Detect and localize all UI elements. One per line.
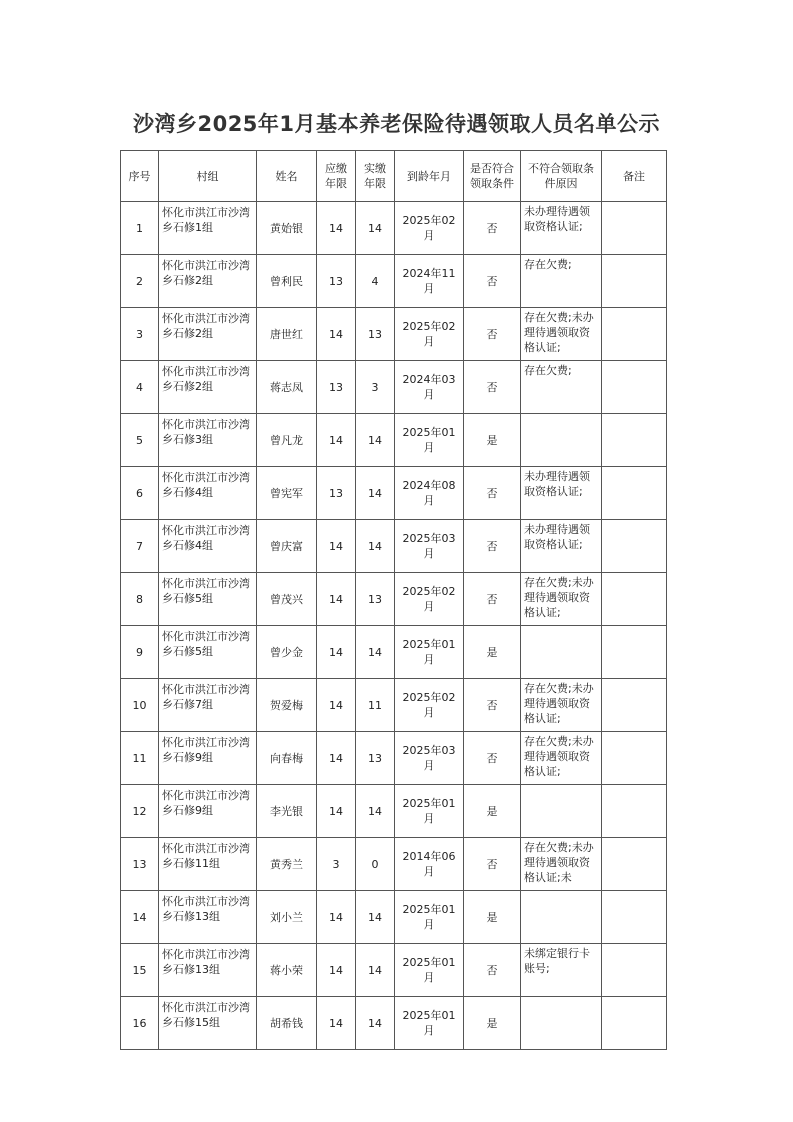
cell-village: 怀化市洪江市沙湾乡石修2组 — [159, 361, 257, 414]
cell-name: 曾宪军 — [257, 467, 317, 520]
cell-age-month: 2025年01月 — [395, 944, 464, 997]
cell-paid-years: 14 — [356, 626, 395, 679]
cell-eligible: 否 — [464, 679, 521, 732]
cell-age-month: 2014年06月 — [395, 838, 464, 891]
cell-name: 向春梅 — [257, 732, 317, 785]
cell-seq: 4 — [121, 361, 159, 414]
cell-village: 怀化市洪江市沙湾乡石修4组 — [159, 467, 257, 520]
cell-due-years: 14 — [317, 785, 356, 838]
cell-eligible: 否 — [464, 202, 521, 255]
cell-name: 曾凡龙 — [257, 414, 317, 467]
cell-remark — [602, 255, 667, 308]
cell-age-month: 2024年03月 — [395, 361, 464, 414]
header-reason: 不符合领取条件原因 — [521, 151, 602, 202]
cell-age-month: 2025年01月 — [395, 785, 464, 838]
table-row — [121, 361, 667, 414]
cell-due-years: 14 — [317, 520, 356, 573]
cell-name: 胡希钱 — [257, 997, 317, 1050]
cell-reason — [521, 997, 602, 1050]
cell-seq: 2 — [121, 255, 159, 308]
header-village: 村组 — [159, 151, 257, 202]
cell-due-years: 14 — [317, 202, 356, 255]
cell-village: 怀化市洪江市沙湾乡石修11组 — [159, 838, 257, 891]
cell-reason-text: 未绑定银行卡账号; — [524, 947, 590, 975]
cell-name: 黄秀兰 — [257, 838, 317, 891]
cell-reason-text: 存在欠费; — [524, 364, 572, 377]
table-row — [121, 838, 667, 891]
table-row — [121, 944, 667, 997]
cell-reason-text: 未办理待遇领取资格认证; — [524, 470, 590, 498]
cell-village: 怀化市洪江市沙湾乡石修2组 — [159, 308, 257, 361]
cell-reason — [521, 361, 602, 414]
cell-remark — [602, 308, 667, 361]
cell-paid-years: 14 — [356, 785, 395, 838]
table-row — [121, 679, 667, 732]
cell-seq: 6 — [121, 467, 159, 520]
cell-eligible: 是 — [464, 997, 521, 1050]
cell-village: 怀化市洪江市沙湾乡石修13组 — [159, 944, 257, 997]
cell-eligible: 是 — [464, 414, 521, 467]
header-age-month: 到龄年月 — [395, 151, 464, 202]
cell-age-month: 2025年02月 — [395, 308, 464, 361]
cell-name: 曾茂兴 — [257, 573, 317, 626]
cell-remark — [602, 520, 667, 573]
cell-due-years: 14 — [317, 997, 356, 1050]
cell-reason — [521, 414, 602, 467]
table-row — [121, 520, 667, 573]
cell-paid-years: 0 — [356, 838, 395, 891]
cell-remark — [602, 626, 667, 679]
cell-seq: 5 — [121, 414, 159, 467]
cell-eligible: 否 — [464, 573, 521, 626]
cell-age-month: 2025年01月 — [395, 414, 464, 467]
cell-village: 怀化市洪江市沙湾乡石修1组 — [159, 202, 257, 255]
cell-reason — [521, 891, 602, 944]
cell-age-month: 2024年11月 — [395, 255, 464, 308]
cell-reason — [521, 202, 602, 255]
cell-name: 刘小兰 — [257, 891, 317, 944]
cell-reason-text: 存在欠费;未办理待遇领取资格认证; — [524, 735, 594, 778]
cell-paid-years: 11 — [356, 679, 395, 732]
cell-reason-text: 存在欠费;未办理待遇领取资格认证;未 — [524, 841, 594, 884]
cell-remark — [602, 732, 667, 785]
cell-eligible: 否 — [464, 255, 521, 308]
cell-name: 蒋小荣 — [257, 944, 317, 997]
cell-eligible: 是 — [464, 785, 521, 838]
cell-age-month: 2025年01月 — [395, 891, 464, 944]
table-row — [121, 308, 667, 361]
cell-age-month: 2025年02月 — [395, 679, 464, 732]
cell-seq: 16 — [121, 997, 159, 1050]
cell-name: 唐世红 — [257, 308, 317, 361]
cell-due-years: 14 — [317, 414, 356, 467]
cell-due-years: 14 — [317, 626, 356, 679]
cell-remark — [602, 785, 667, 838]
cell-paid-years: 13 — [356, 308, 395, 361]
cell-paid-years: 14 — [356, 467, 395, 520]
cell-seq: 8 — [121, 573, 159, 626]
cell-reason — [521, 679, 602, 732]
cell-seq: 13 — [121, 838, 159, 891]
cell-seq: 3 — [121, 308, 159, 361]
cell-reason-text: 未办理待遇领取资格认证; — [524, 523, 590, 551]
cell-reason — [521, 785, 602, 838]
cell-village: 怀化市洪江市沙湾乡石修5组 — [159, 573, 257, 626]
header-paid-years: 实缴年限 — [356, 151, 395, 202]
table-row — [121, 414, 667, 467]
cell-reason — [521, 626, 602, 679]
cell-reason — [521, 308, 602, 361]
cell-reason-text: 存在欠费; — [524, 258, 572, 271]
cell-eligible: 否 — [464, 467, 521, 520]
cell-reason — [521, 467, 602, 520]
cell-paid-years: 14 — [356, 997, 395, 1050]
cell-village: 怀化市洪江市沙湾乡石修4组 — [159, 520, 257, 573]
cell-age-month: 2025年03月 — [395, 520, 464, 573]
cell-name: 曾庆富 — [257, 520, 317, 573]
cell-reason — [521, 944, 602, 997]
table-row — [121, 785, 667, 838]
cell-remark — [602, 679, 667, 732]
cell-remark — [602, 573, 667, 626]
cell-village: 怀化市洪江市沙湾乡石修5组 — [159, 626, 257, 679]
cell-age-month: 2025年02月 — [395, 202, 464, 255]
cell-eligible: 否 — [464, 838, 521, 891]
cell-due-years: 14 — [317, 732, 356, 785]
cell-eligible: 否 — [464, 308, 521, 361]
table-row — [121, 891, 667, 944]
cell-remark — [602, 891, 667, 944]
header-row — [121, 151, 667, 202]
cell-eligible: 否 — [464, 361, 521, 414]
cell-paid-years: 3 — [356, 361, 395, 414]
cell-eligible: 否 — [464, 944, 521, 997]
cell-due-years: 3 — [317, 838, 356, 891]
table-row — [121, 626, 667, 679]
cell-eligible: 否 — [464, 732, 521, 785]
cell-remark — [602, 838, 667, 891]
cell-name: 贺爱梅 — [257, 679, 317, 732]
cell-age-month: 2025年01月 — [395, 997, 464, 1050]
cell-due-years: 14 — [317, 944, 356, 997]
cell-village: 怀化市洪江市沙湾乡石修3组 — [159, 414, 257, 467]
cell-reason — [521, 255, 602, 308]
cell-age-month: 2025年01月 — [395, 626, 464, 679]
cell-remark — [602, 944, 667, 997]
cell-name: 蒋志凤 — [257, 361, 317, 414]
cell-reason — [521, 520, 602, 573]
table-row — [121, 997, 667, 1050]
cell-name: 曾利民 — [257, 255, 317, 308]
header-eligible: 是否符合领取条件 — [464, 151, 521, 202]
cell-remark — [602, 414, 667, 467]
page-title: 沙湾乡2025年1月基本养老保险待遇领取人员名单公示 — [132, 112, 661, 136]
cell-due-years: 14 — [317, 308, 356, 361]
cell-reason — [521, 838, 602, 891]
header-seq: 序号 — [121, 151, 159, 202]
header-name: 姓名 — [257, 151, 317, 202]
table-row — [121, 255, 667, 308]
cell-due-years: 13 — [317, 361, 356, 414]
cell-seq: 12 — [121, 785, 159, 838]
cell-due-years: 13 — [317, 467, 356, 520]
cell-reason — [521, 573, 602, 626]
cell-remark — [602, 997, 667, 1050]
cell-seq: 15 — [121, 944, 159, 997]
cell-seq: 9 — [121, 626, 159, 679]
pension-roster-table — [120, 150, 667, 1050]
cell-eligible: 是 — [464, 626, 521, 679]
cell-village: 怀化市洪江市沙湾乡石修2组 — [159, 255, 257, 308]
cell-age-month: 2024年08月 — [395, 467, 464, 520]
table-row — [121, 732, 667, 785]
cell-paid-years: 14 — [356, 891, 395, 944]
cell-seq: 14 — [121, 891, 159, 944]
cell-paid-years: 13 — [356, 732, 395, 785]
cell-name: 曾少金 — [257, 626, 317, 679]
cell-village: 怀化市洪江市沙湾乡石修7组 — [159, 679, 257, 732]
cell-village: 怀化市洪江市沙湾乡石修13组 — [159, 891, 257, 944]
cell-reason-text: 存在欠费;未办理待遇领取资格认证; — [524, 311, 594, 354]
cell-reason — [521, 732, 602, 785]
cell-reason-text: 未办理待遇领取资格认证; — [524, 205, 590, 233]
cell-paid-years: 14 — [356, 414, 395, 467]
cell-due-years: 14 — [317, 573, 356, 626]
cell-paid-years: 13 — [356, 573, 395, 626]
cell-name: 李光银 — [257, 785, 317, 838]
cell-age-month: 2025年02月 — [395, 573, 464, 626]
header-remark: 备注 — [602, 151, 667, 202]
cell-paid-years: 4 — [356, 255, 395, 308]
table-row — [121, 573, 667, 626]
cell-reason-text: 存在欠费;未办理待遇领取资格认证; — [524, 576, 594, 619]
cell-seq: 1 — [121, 202, 159, 255]
cell-due-years: 13 — [317, 255, 356, 308]
header-due-years: 应缴年限 — [317, 151, 356, 202]
cell-paid-years: 14 — [356, 944, 395, 997]
cell-remark — [602, 202, 667, 255]
table-row — [121, 202, 667, 255]
cell-village: 怀化市洪江市沙湾乡石修9组 — [159, 785, 257, 838]
cell-due-years: 14 — [317, 679, 356, 732]
cell-age-month: 2025年03月 — [395, 732, 464, 785]
cell-seq: 7 — [121, 520, 159, 573]
cell-seq: 11 — [121, 732, 159, 785]
cell-seq: 10 — [121, 679, 159, 732]
cell-reason-text: 存在欠费;未办理待遇领取资格认证; — [524, 682, 594, 725]
cell-paid-years: 14 — [356, 202, 395, 255]
cell-paid-years: 14 — [356, 520, 395, 573]
cell-village: 怀化市洪江市沙湾乡石修15组 — [159, 997, 257, 1050]
cell-remark — [602, 467, 667, 520]
cell-eligible: 否 — [464, 520, 521, 573]
cell-village: 怀化市洪江市沙湾乡石修9组 — [159, 732, 257, 785]
table-row — [121, 467, 667, 520]
cell-name: 黄始银 — [257, 202, 317, 255]
cell-remark — [602, 361, 667, 414]
cell-due-years: 14 — [317, 891, 356, 944]
cell-eligible: 是 — [464, 891, 521, 944]
